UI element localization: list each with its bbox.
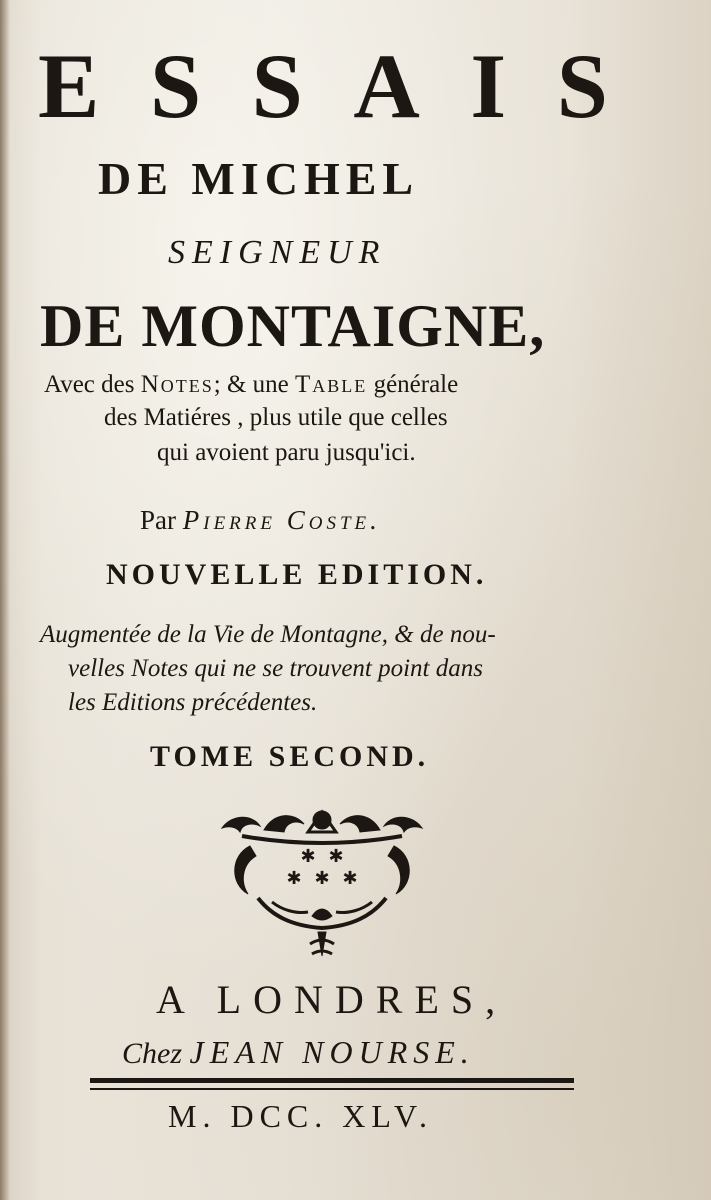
augmented-line-2: velles Notes qui ne se trouvent point dans	[68, 655, 483, 682]
title-letter: E	[38, 35, 100, 137]
title-letter: S	[149, 35, 202, 137]
page-edge-shadow	[0, 0, 10, 1200]
edition-line: NOUVELLE EDITION.	[106, 558, 488, 591]
double-rule-thin	[90, 1088, 574, 1090]
subtitle-line-3: qui avoient paru jusqu'ici.	[157, 439, 416, 466]
printer-ornament-icon	[212, 806, 432, 962]
subtitle-notes: Notes	[140, 371, 214, 398]
editor-line	[140, 507, 381, 534]
title-letter: A	[353, 35, 420, 137]
subtitle-table: Table	[295, 371, 368, 398]
svg-text:✱: ✱	[328, 846, 344, 867]
place-line: A LONDRES,	[156, 977, 508, 1022]
subtitle-text: Avec des	[44, 371, 141, 398]
subtitle-line-2: des Matiéres , plus utile que celles	[104, 404, 448, 431]
subtitle-text: générale	[367, 371, 459, 398]
svg-text:✱: ✱	[286, 868, 302, 889]
author-line-montaigne: DE MONTAIGNE,	[40, 293, 546, 359]
subtitle-line-1	[44, 372, 458, 397]
title-letter: S	[251, 35, 303, 137]
subtitle-text: ; & une	[213, 371, 296, 398]
title-letter: I	[470, 35, 507, 137]
author-line-seigneur: SEIGNEUR	[168, 234, 387, 271]
editor-prefix: Par	[140, 505, 183, 535]
publisher-name: JEAN NOURSE.	[189, 1034, 475, 1070]
editor-name: Pierre Coste.	[182, 505, 381, 535]
double-rule-thick	[90, 1078, 574, 1083]
svg-text:✱: ✱	[314, 868, 330, 889]
svg-text:✱: ✱	[300, 846, 316, 867]
publisher-line	[122, 1036, 475, 1069]
svg-text:✱: ✱	[342, 868, 358, 889]
volume-line: TOME SECOND.	[150, 740, 430, 773]
augmented-line-1: Augmentée de la Vie de Montagne, & de nou-	[40, 621, 496, 648]
augmented-line-3: les Editions précédentes.	[68, 689, 318, 716]
publisher-prefix: Chez	[122, 1037, 190, 1070]
title-letter: S	[556, 35, 608, 137]
main-title	[38, 35, 608, 137]
publication-date: M. DCC. XLV.	[168, 1098, 433, 1134]
author-line-de-michel: DE MICHEL	[98, 153, 420, 204]
